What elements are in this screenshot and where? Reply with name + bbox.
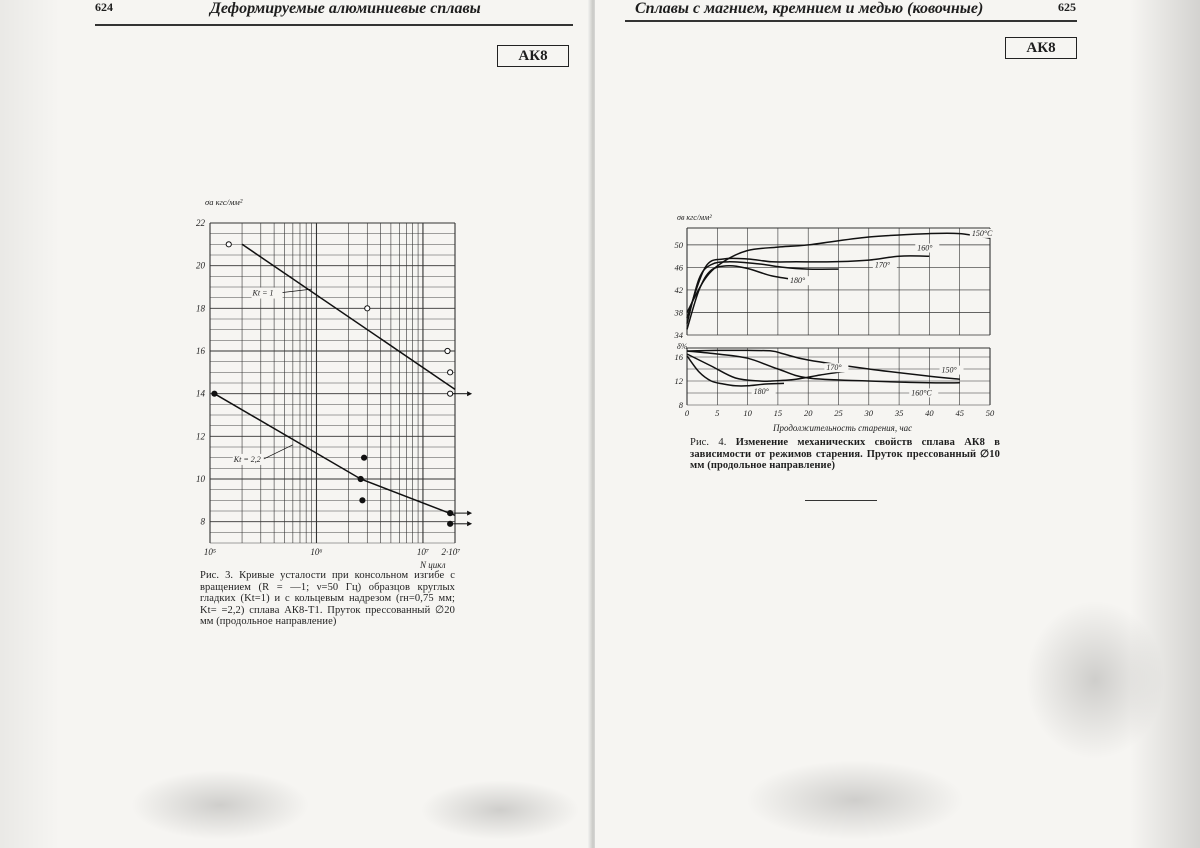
runout-arrowhead [467, 521, 472, 526]
elongation-axis-label: δ% [677, 342, 688, 351]
tick-labels [196, 218, 460, 557]
x-tick-label: 40 [925, 408, 934, 418]
data-point [360, 498, 365, 503]
y-tick-label: 8 [678, 400, 683, 410]
x-tick-label: 10⁶ [310, 547, 323, 557]
series-label: 150°C [971, 228, 993, 238]
chart-grid [210, 223, 455, 543]
data-point [448, 521, 453, 526]
x-tick-label: 25 [834, 408, 843, 418]
x-tick-label: 0 [684, 408, 690, 418]
y-tick-label: 46 [674, 262, 683, 273]
data-point [445, 348, 450, 353]
series-label: 150° [941, 365, 957, 375]
scan-smudge [1025, 600, 1165, 760]
left-page [0, 0, 590, 848]
data-point [448, 370, 453, 375]
header-rule [95, 24, 573, 26]
data-point [358, 476, 363, 481]
scan-smudge [420, 780, 580, 840]
y-tick-label: 42 [674, 284, 683, 295]
x-tick-label: 15 [773, 408, 783, 418]
x-tick-label: 45 [955, 408, 964, 418]
data-point [448, 391, 453, 396]
data-points [212, 242, 472, 527]
data-point [448, 511, 453, 516]
y-axis-label: σa кгс/мм² [205, 197, 243, 207]
y-tick-label: 50 [674, 239, 683, 250]
series-label: 170° [826, 363, 842, 373]
data-point [212, 391, 217, 396]
caption-text: Изменение механических свойств сплава АК8 в зависимости от режимов старения. Пруток прессованный ∅10 мм (продольное направление) [690, 437, 1000, 471]
series-label: Kt = 2,2 [233, 454, 261, 464]
series-label: Kt = 1 [252, 288, 274, 298]
x-tick-label: 10 [743, 408, 752, 418]
series-label: 160°C [911, 388, 932, 398]
caption-label: Рис. 4. [690, 437, 727, 448]
alloy-tag: АК8 [497, 45, 569, 67]
y-tick-label: 8 [200, 516, 205, 527]
aging-curves [687, 229, 999, 398]
y-tick-label: 12 [674, 376, 683, 386]
strength-axis-label: σв кгс/мм² [677, 213, 712, 222]
y-tick-label: 16 [196, 346, 205, 356]
data-point [365, 306, 370, 311]
y-tick-label: 18 [196, 303, 205, 314]
runout-arrowhead [467, 391, 472, 396]
x-axis-label: Продолжительность старения, час [773, 423, 913, 433]
figure-caption: Рис. 3. Кривые усталости при консольном изгибе с вращением (R = —1; ν=50 Гц) образцов круглых гладких (Kt=1) и с кольцевым надрезом (rн=0,75 мм; Kt= =2,2) сплава АК8-Т1. Пруток прессованный ∅20 мм (продольное направление) [200, 570, 455, 627]
running-head: Деформируемые алюминиевые сплавы [210, 0, 481, 17]
series-label: 170° [874, 260, 891, 270]
header-rule [625, 20, 1077, 22]
x-tick-label: 10⁷ [416, 547, 430, 557]
x-tick-label: 30 [864, 408, 874, 418]
aging-properties-chart [665, 210, 1010, 435]
page-number: 624 [95, 0, 113, 14]
alloy-tag: АК8 [1005, 37, 1077, 59]
x-tick-label: 35 [894, 408, 904, 418]
series-label-leader [283, 289, 312, 292]
series-label: 160° [917, 243, 933, 253]
y-tick-label: 16 [674, 352, 683, 362]
x-tick-label: 20 [803, 408, 813, 418]
x-axis-label: N цикл [420, 560, 446, 570]
y-tick-label: 12 [196, 431, 205, 442]
scan-smudge [130, 770, 310, 840]
page-number: 625 [1058, 0, 1076, 14]
strength-grid [687, 228, 990, 335]
x-tick-label: 50 [985, 408, 995, 418]
figure-caption [690, 437, 1000, 472]
y-tick-label: 20 [196, 260, 205, 271]
data-point [361, 455, 366, 460]
running-head: Сплавы с магнием, кремнием и медью (ковочные) [635, 0, 984, 17]
y-tick-label: 10 [196, 474, 205, 484]
x-tick-label: 5 [715, 408, 720, 418]
scan-smudge [745, 760, 965, 840]
data-point [226, 242, 231, 247]
y-tick-label: 14 [196, 388, 205, 399]
y-tick-label: 38 [674, 307, 683, 318]
runout-arrowhead [467, 511, 472, 516]
y-tick-label: 34 [674, 330, 683, 340]
fit-lines [214, 244, 455, 515]
x-tick-label: 2·10⁷ [441, 547, 461, 557]
y-tick-label: 22 [196, 218, 205, 228]
x-tick-label: 10⁵ [203, 547, 217, 557]
series-label: 180° [753, 387, 769, 397]
strength-curve [687, 266, 796, 330]
series-label: 180° [790, 276, 806, 286]
elongation-curve [687, 351, 960, 383]
page-edge-shadow [0, 0, 60, 848]
section-end-rule [805, 500, 877, 501]
fatigue-curve-chart [185, 193, 475, 578]
elongation-curve [687, 354, 845, 381]
right-page [595, 0, 1200, 848]
